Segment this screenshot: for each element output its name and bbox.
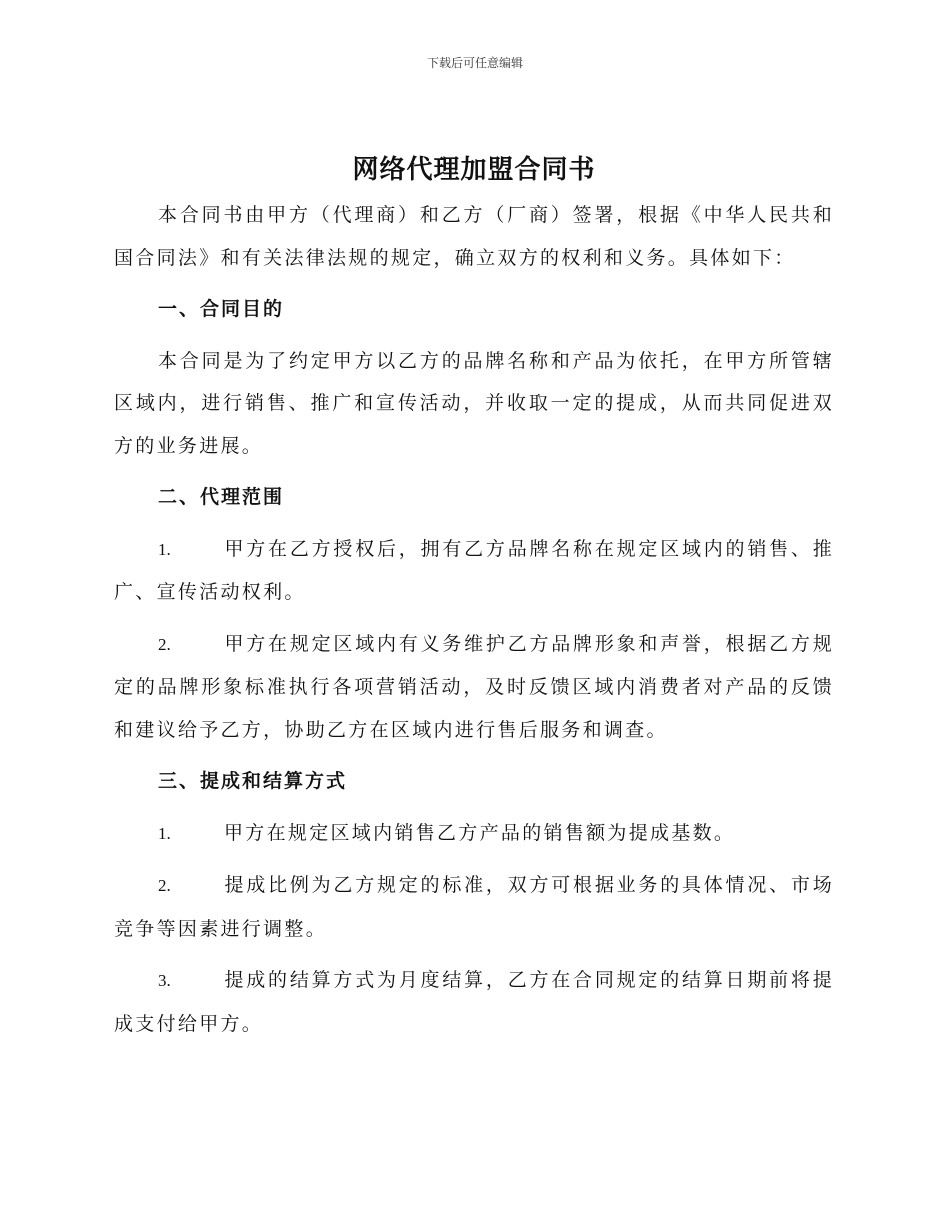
item-number: 3. xyxy=(158,971,171,990)
list-item xyxy=(114,623,834,752)
item-number: 2. xyxy=(158,634,171,654)
item-text: 甲方在乙方授权后，拥有乙方品牌名称在规定区域内的销售、推广、宣传活动权利。 xyxy=(114,537,834,603)
list-item xyxy=(114,959,834,1045)
intro-paragraph: 本合同书由甲方（代理商）和乙方（厂商）签署，根据《中华人民共和国合同法》和有关法律法规的规定，确立双方的权利和义务。具体如下： xyxy=(114,204,834,269)
document-title: 网络代理加盟合同书 xyxy=(352,155,596,185)
item-text: 提成的结算方式为月度结算，乙方在合同规定的结算日期前将提成支付给甲方。 xyxy=(114,969,834,1035)
section-paragraph-purpose: 本合同是为了约定甲方以乙方的品牌名称和产品为依托，在甲方所管辖区域内，进行销售、推广和宣传活动，并收取一定的提成，从而共同促进双方的业务进展。 xyxy=(114,349,834,457)
item-text: 提成比例为乙方规定的标准，双方可根据业务的具体情况、市场竞争等因素进行调整。 xyxy=(114,874,834,940)
item-text: 甲方在规定区域内有义务维护乙方品牌形象和声誉，根据乙方规定的品牌形象标准执行各项营销活动，及时反馈区域内消费者对产品的反馈和建议给予乙方，协助乙方在区域内进行售后服务和调查。 xyxy=(114,632,834,741)
item-number: 1. xyxy=(158,823,171,843)
item-text: 甲方在规定区域内销售乙方产品的销售额为提成基数。 xyxy=(224,821,736,844)
item-number: 2. xyxy=(158,876,171,895)
list-item xyxy=(114,528,834,614)
list-item xyxy=(114,812,834,856)
item-number: 1. xyxy=(158,539,171,559)
document-body xyxy=(114,150,834,1045)
section-heading-commission: 三、提成和结算方式 xyxy=(158,770,348,792)
list-item xyxy=(114,864,834,950)
section-heading-scope: 二、代理范围 xyxy=(158,486,285,508)
header-note: 下载后可任意编辑 xyxy=(426,56,523,70)
section-heading-purpose: 一、合同目的 xyxy=(158,298,285,320)
